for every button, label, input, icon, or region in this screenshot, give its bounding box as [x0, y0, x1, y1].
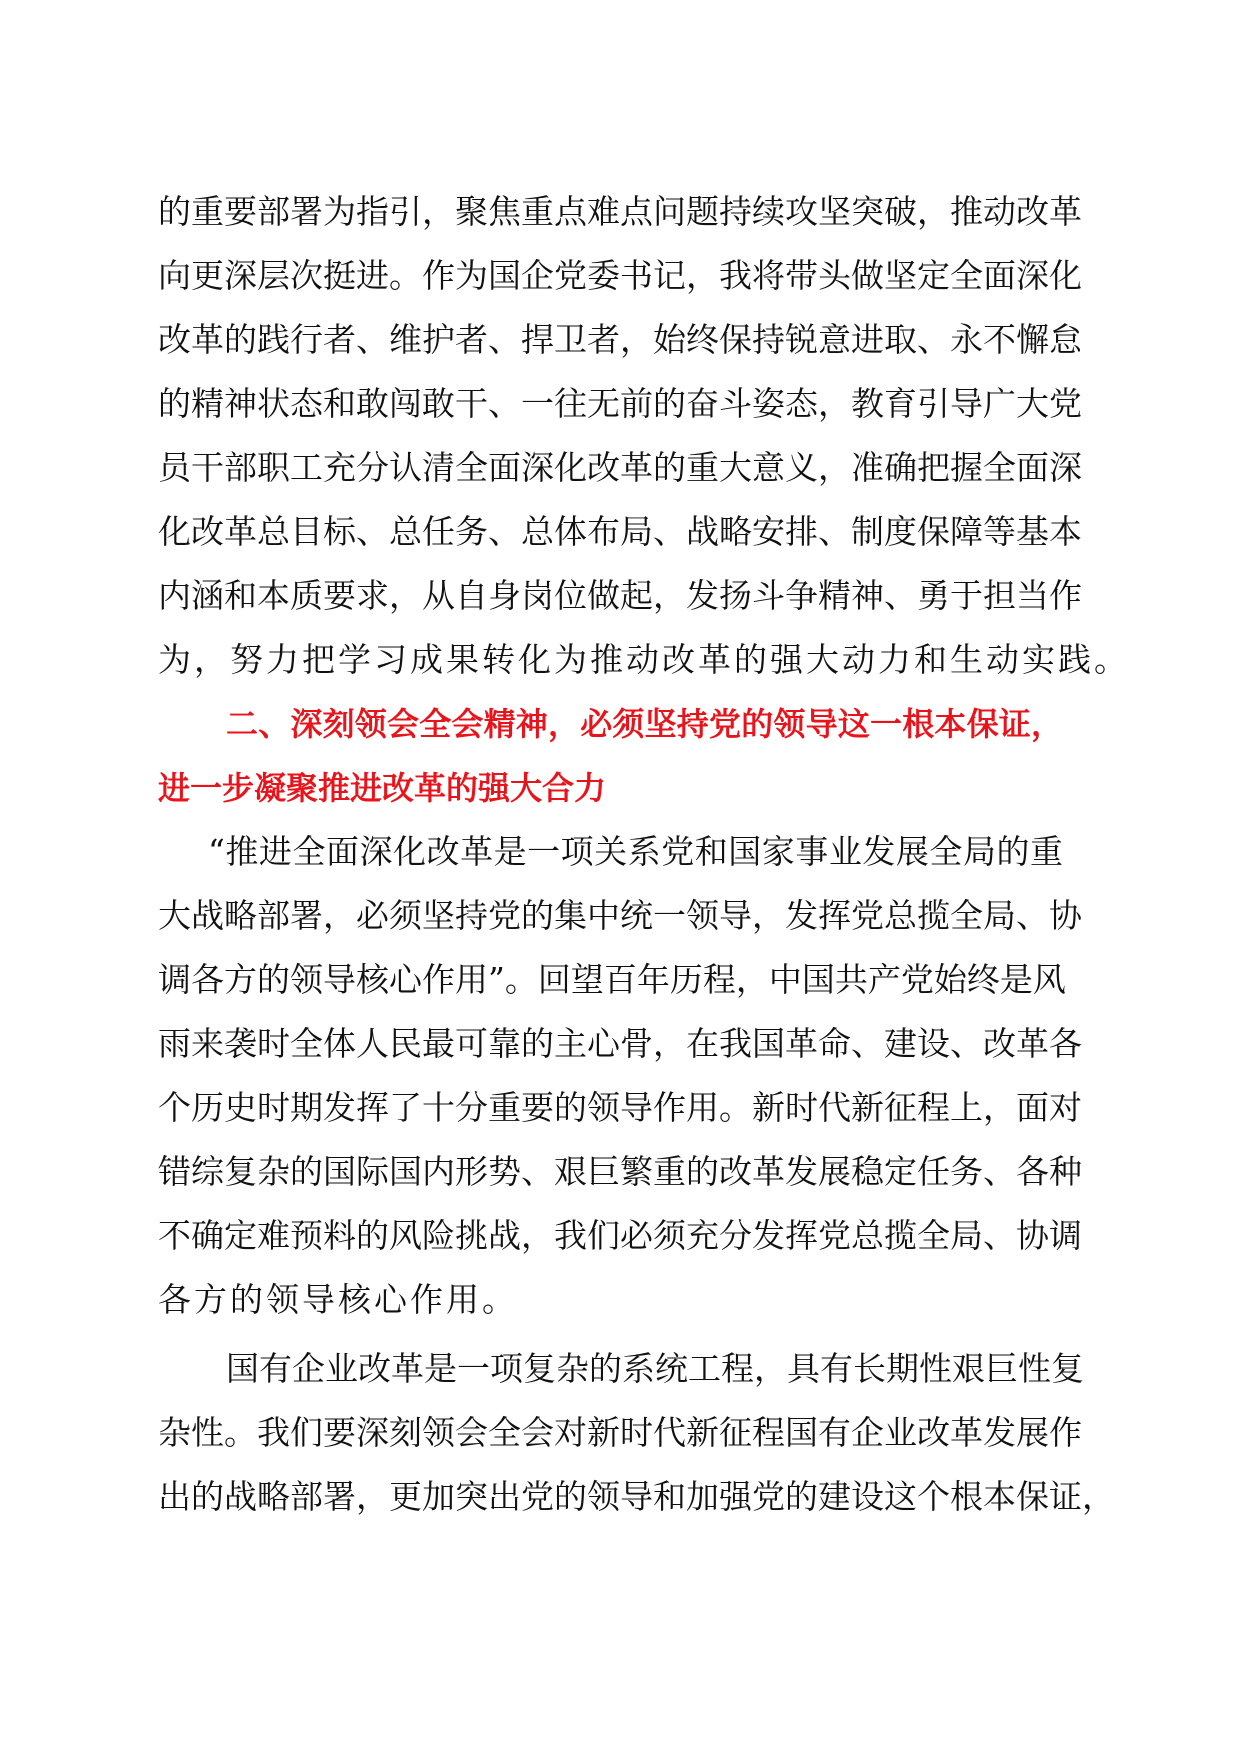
body-text-line: 的重要部署为指引，聚焦重点难点问题持续攻坚突破，推动改革: [158, 192, 1082, 231]
body-text-line: 错综复杂的国际国内形势、艰巨繁重的改革发展稳定任务、各种: [158, 1152, 1082, 1191]
body-text-line: 出的战略部署，更加突出党的领导和加强党的建设这个根本保证，: [158, 1477, 1115, 1516]
body-text-line: 改革的践行者、维护者、捍卫者，始终保持锐意进取、永不懈怠: [158, 320, 1082, 359]
body-text-line: “推进全面深化改革是一项关系党和国家事业发展全局的重: [208, 832, 1063, 871]
body-text-line: 国有企业改革是一项复杂的系统工程，具有长期性艰巨性复: [226, 1349, 1084, 1388]
body-text-line: 大战略部署，必须坚持党的集中统一领导，发挥党总揽全局、协: [158, 896, 1082, 935]
body-text-line: 为，努力把学习成果转化为推动改革的强大动力和生动实践。: [158, 640, 1130, 679]
body-text-line: 不确定难预料的风险挑战，我们必须充分发挥党总揽全局、协调: [158, 1216, 1082, 1255]
body-text-line: 向更深层次挺进。作为国企党委书记，我将带头做坚定全面深化: [158, 256, 1082, 295]
body-text-line: 调各方的领导核心作用”。回望百年历程，中国共产党始终是风: [158, 960, 1066, 999]
section-heading: 二、深刻领会全会精神，必须坚持党的领导这一根本保证，: [226, 705, 1063, 743]
body-text-line: 化改革总目标、总任务、总体布局、战略安排、制度保障等基本: [158, 512, 1082, 551]
body-text-line: 员干部职工充分认清全面深化改革的重大意义，准确把握全面深: [158, 448, 1082, 487]
body-text-line: 内涵和本质要求，从自身岗位做起，发扬斗争精神、勇于担当作: [158, 576, 1082, 615]
body-text-line: 雨来袭时全体人民最可靠的主心骨，在我国革命、建设、改革各: [158, 1024, 1082, 1063]
body-text-line: 的精神状态和敢闯敢干、一往无前的奋斗姿态，教育引导广大党: [158, 384, 1082, 423]
body-text-line: 各方的领导核心作用。: [158, 1280, 518, 1319]
body-text-line: 杂性。我们要深刻领会全会对新时代新征程国有企业改革发展作: [158, 1413, 1082, 1452]
section-heading: 进一步凝聚推进改革的强大合力: [158, 769, 607, 807]
body-text-line: 个历史时期发挥了十分重要的领导作用。新时代新征程上，面对: [158, 1088, 1082, 1127]
